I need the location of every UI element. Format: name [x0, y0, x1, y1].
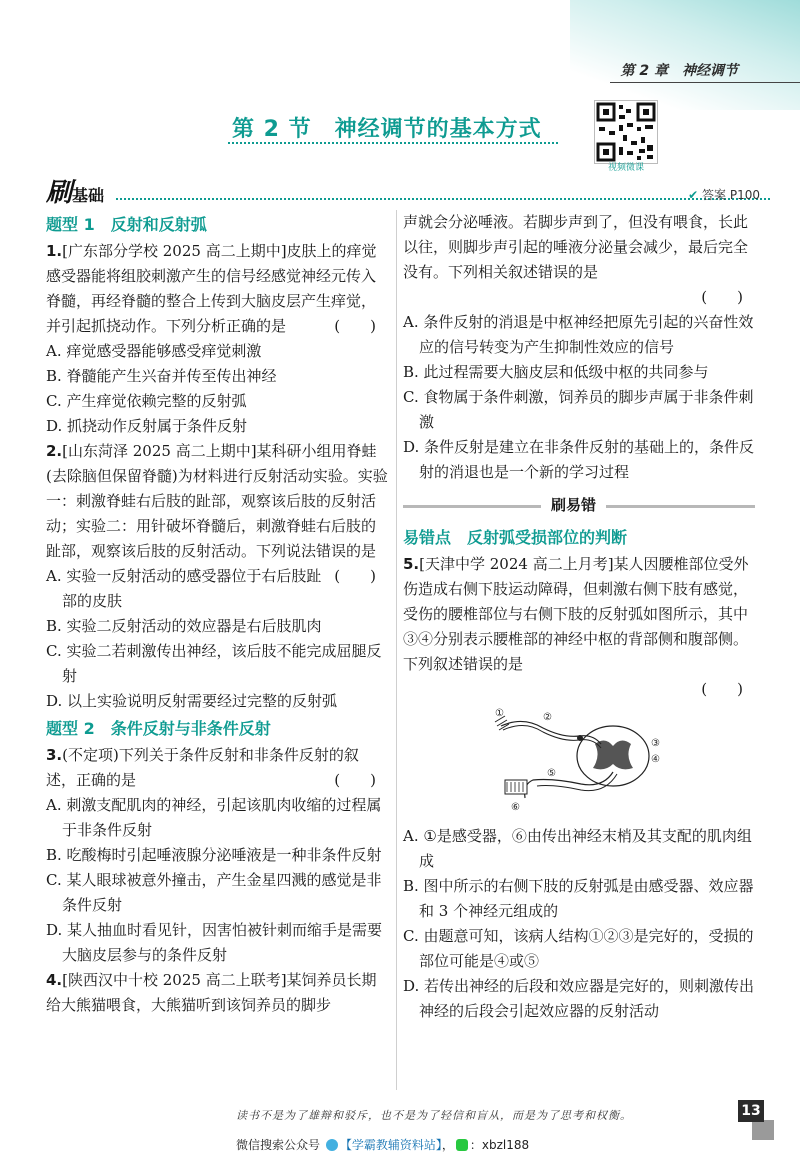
- question-4: [46, 968, 388, 1018]
- option-d: D. 若传出神经的后段和效应器是完好的，则刺激传出神经的后段会引起效应器的反射活动: [403, 977, 755, 1020]
- option-c: C. 某人眼球被意外撞击，产生金星四溅的感觉是非条件反射: [46, 871, 382, 914]
- question-type-1: 题型 1 反射和反射弧: [46, 215, 207, 234]
- error-point-title: 易错点 反射弧受损部位的判断: [403, 528, 628, 547]
- wechat-id: ：xbzl188: [469, 1138, 530, 1152]
- question-number: 1.: [46, 242, 63, 260]
- section-title: 第 2 节 神经调节的基本方式: [232, 117, 542, 142]
- label-4: ④: [651, 754, 660, 765]
- question-stem-continued: 声就会分泌唾液。若脚步声到了，但没有喂食，长此以往，则脚步声引起的唾液分泌量会减少，最后完全没有。下列相关叙述错误的是: [403, 213, 749, 281]
- option-a: A. 条件反射的消退是中枢神经把原先引起的兴奋性效应的信号转变为产生抑制性效应的信号: [403, 313, 754, 356]
- brand-name: 【学霸教辅资料站】: [339, 1138, 442, 1152]
- qr-video-label[interactable]: 视频微课: [607, 163, 644, 173]
- shua-jichu-badge: [46, 172, 104, 209]
- footer-motto: 读书不是为了雄辩和驳斥，也不是为了轻信和盲从，而是为了思考和权衡。: [236, 1109, 632, 1122]
- question-number: 2.: [46, 442, 63, 460]
- wechat-prefix: 微信搜索公众号: [236, 1138, 321, 1152]
- answer-reference: [688, 186, 760, 203]
- answer-paren: ( ): [334, 567, 376, 585]
- page-number: 13: [738, 1100, 764, 1122]
- label-5: ⑤: [547, 768, 556, 779]
- question-stem: [广东部分学校 2025 高二上期中]皮肤上的痒觉感受器能将组胶刺激产生的信号经感觉神经元传入脊髓，再经脊髓的整合上传到大脑皮层产生痒觉，并引起抓挠动作。下列分析正确的是: [46, 242, 377, 335]
- wechat-icon: [456, 1139, 468, 1151]
- option-d: D. 某人抽血时看见针，因害怕被针刺而缩手是需要大脑皮层参与的条件反射: [46, 921, 383, 964]
- wechat-search-icon: [326, 1139, 338, 1151]
- right-column: [403, 210, 755, 1024]
- chapter-header: 第 2 章 神经调节: [620, 63, 738, 79]
- question-2: [46, 439, 388, 714]
- jichu-label: 基础: [72, 186, 105, 205]
- reflex-arc-diagram: [483, 706, 663, 816]
- answer-paren: ( ): [701, 680, 743, 698]
- option-d: D. 抓挠动作反射属于条件反射: [46, 417, 248, 435]
- option-c: C. 食物属于条件刺激，饲养员的脚步声属于非条件刺激: [403, 388, 754, 431]
- left-column: [46, 210, 388, 1018]
- option-b: B. 此过程需要大脑皮层和低级中枢的共同参与: [403, 363, 709, 381]
- shua-char: 刷: [46, 178, 73, 208]
- option-a: A. 实验一反射活动的感受器位于右后肢趾部的皮肤: [46, 567, 322, 610]
- question-stem: [山东菏泽 2025 高二上期中]某科研小组用脊蛙(去除脑但保留脊髓)为材料进行反射活动实验。实验一：刺激脊蛙右后肢的趾部，观察该后肢的反射活动；实验二：用针破坏脊髓后，刺激脊蛙右后肢的趾部，观察该后肢的反射活动。下列说法错误的是: [46, 442, 388, 560]
- option-a: A. 痒觉感受器能够感受痒觉刺激: [46, 342, 262, 360]
- question-number: 3.: [46, 746, 63, 764]
- corner-decoration: [570, 0, 800, 110]
- option-b: B. 图中所示的右侧下肢的反射弧是由感受器、效应器和 3 个神经元组成的: [403, 877, 754, 920]
- label-1: ①: [495, 708, 504, 719]
- question-stem: [陕西汉中十校 2025 高二上联考]某饲养员长期给大熊猫喂食，大熊猫听到该饲养员的脚步: [46, 971, 377, 1014]
- footer-watermark: 微信搜索公众号 【学霸教辅资料站】， ：xbzl188: [236, 1138, 530, 1152]
- option-c: C. 实验二若刺激传出神经，该后肢不能完成屈腿反射: [46, 642, 382, 685]
- answer-paren: ( ): [334, 317, 376, 335]
- question-1: [46, 239, 388, 439]
- section-underline: [228, 142, 558, 144]
- shua-yicuo-banner: [403, 491, 755, 521]
- answer-paren: ( ): [701, 288, 743, 306]
- question-number: 5.: [403, 555, 420, 573]
- option-d: D. 条件反射是建立在非条件反射的基础上的，条件反射的消退也是一个新的学习过程: [403, 438, 755, 481]
- shua-yicuo-label: 刷易错: [541, 493, 606, 518]
- option-b: B. 实验二反射活动的效应器是右后肢肌肉: [46, 617, 322, 635]
- question-number: 4.: [46, 971, 63, 989]
- option-b: B. 脊髓能产生兴奋并传至传出神经: [46, 367, 277, 385]
- option-a: A. ①是感受器，⑥由传出神经末梢及其支配的肌肉组成: [403, 827, 752, 870]
- option-c: C. 产生痒觉依赖完整的反射弧: [46, 392, 247, 410]
- question-stem: (不定项)下列关于条件反射和非条件反射的叙述，正确的是: [46, 746, 359, 789]
- question-4-continued: [403, 210, 755, 285]
- column-divider: [396, 210, 397, 1090]
- option-c: C. 由题意可知，该病人结构①②③是完好的，受损的部位可能是④或⑤: [403, 927, 754, 970]
- answer-ref-text: 答案 P100: [702, 188, 760, 202]
- option-d: D. 以上实验说明反射需要经过完整的反射弧: [46, 692, 338, 710]
- question-5: [403, 552, 755, 1024]
- effector-muscle: [505, 780, 527, 794]
- label-2: ②: [543, 712, 552, 723]
- question-stem: [天津中学 2024 高二上月考]某人因腰椎部位受外伤造成右侧下肢运动障碍，但刺激右侧下肢有感觉，受伤的腰椎部位与右侧下肢的反射弧如图所示，其中③④分别表示腰椎部的神经中枢的背部侧和腹部侧。下列叙述错误的是: [403, 555, 749, 673]
- option-b: B. 吃酸梅时引起唾液腺分泌唾液是一种非条件反射: [46, 846, 382, 864]
- question-type-2: 题型 2 条件反射与非条件反射: [46, 719, 271, 738]
- option-a: A. 刺激支配肌肉的神经，引起该肌肉收缩的过程属于非条件反射: [46, 796, 382, 839]
- label-6: ⑥: [511, 802, 520, 813]
- question-3: [46, 743, 388, 968]
- check-icon: ✔: [688, 188, 699, 202]
- shua-divider: [116, 198, 770, 200]
- chapter-divider: [610, 82, 800, 83]
- page-number-shadow: [752, 1120, 774, 1140]
- answer-paren: ( ): [334, 771, 376, 789]
- qr-code-icon[interactable]: [594, 100, 658, 164]
- ganglion: [577, 735, 583, 741]
- label-3: ③: [651, 738, 660, 749]
